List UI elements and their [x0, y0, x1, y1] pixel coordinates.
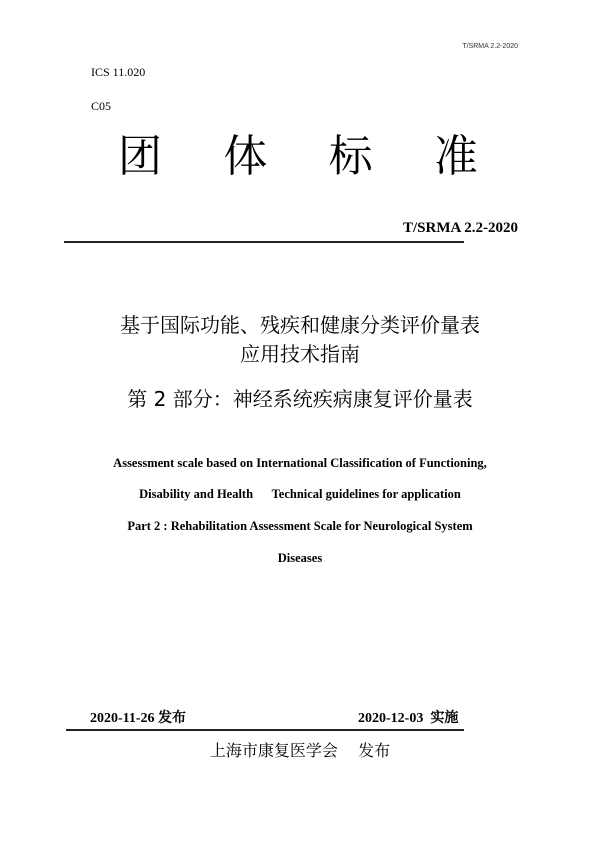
release-date: 2020-11-26 发布 [90, 711, 187, 726]
ccs-code: C05 [91, 99, 112, 113]
document-type-title [118, 120, 478, 184]
subtitle-cn: 第 2 部分：神经系统疾病康复评价量表 [127, 387, 473, 411]
divider [66, 729, 464, 731]
title-cn-line2: 应用技术指南 [240, 342, 360, 366]
title-char: 准 [433, 131, 478, 182]
title-cn-line1: 基于国际功能、残疾和健康分类评价量表 [120, 313, 480, 337]
title-char: 团 [118, 131, 162, 182]
title-en-line: Diseases [277, 551, 323, 565]
divider [64, 241, 464, 243]
title-char: 体 [223, 131, 268, 182]
ics-code: ICS 11.020 [91, 65, 146, 79]
standard-code: T/SRMA 2.2-2020 [402, 220, 518, 236]
implement-date: 2020-12-03 实施 [358, 711, 459, 726]
title-char: 标 [328, 131, 373, 182]
header-code: T/SRMA 2.2-2020 [462, 43, 518, 50]
title-en-line: Part 2 : Rehabilitation Assessment Scale for Neurological System [127, 519, 473, 533]
publisher: 上海市康复医学会 发布 [209, 741, 391, 760]
title-en-line: Disability and Health Technical guidelines for application [139, 487, 461, 501]
title-en-line: Assessment scale based on International Classification of Functioning, [113, 456, 487, 470]
